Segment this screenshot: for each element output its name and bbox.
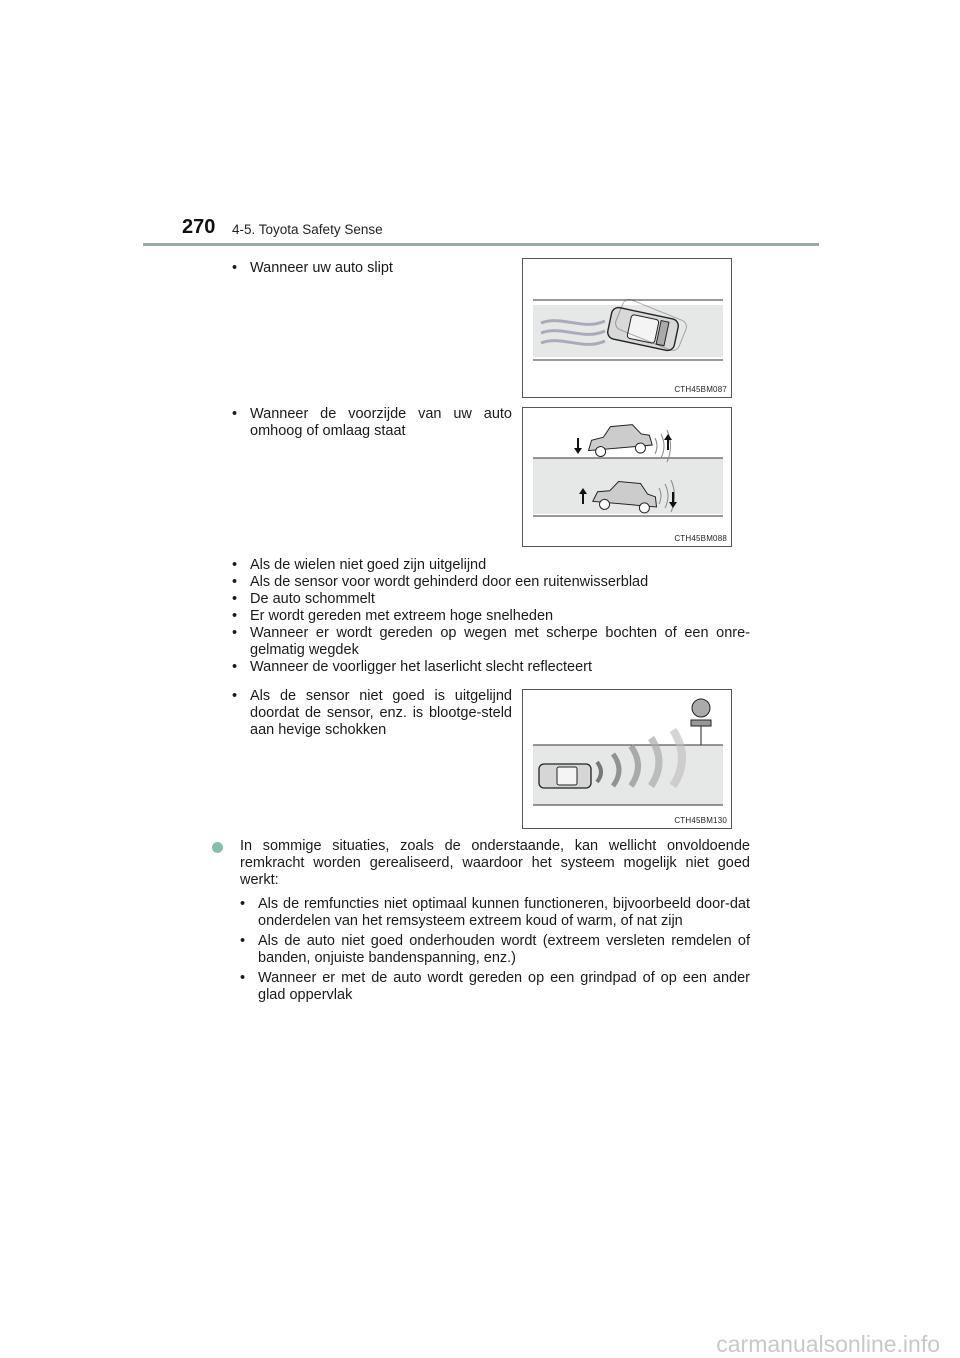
page-number: 270 bbox=[182, 216, 216, 238]
list-item-text: Wanneer de voorligger het laserlicht slecht reflecteert bbox=[250, 659, 592, 675]
list-item bbox=[232, 557, 752, 574]
list-item-text: Als de remfuncties niet optimaal kunnen functioneren, bijvoorbeeld door-dat onderdelen van het remsysteem extreem koud of warm, of nat zijn bbox=[258, 896, 750, 929]
figure-code: CTH45BM088 bbox=[674, 534, 727, 543]
bullet-dot: • bbox=[240, 933, 246, 949]
paragraph-marker bbox=[212, 842, 223, 853]
bullet-dot: • bbox=[232, 406, 238, 422]
bullet-dot: • bbox=[232, 608, 238, 624]
figure-skidding-car bbox=[522, 258, 732, 398]
watermark: carmanualsonline.info bbox=[716, 1331, 940, 1357]
list-item bbox=[232, 608, 752, 625]
figure-code: CTH45BM130 bbox=[674, 816, 727, 825]
list-item bbox=[240, 970, 750, 1004]
car-pitch-illustration bbox=[523, 408, 731, 546]
bullet-dot: • bbox=[232, 557, 238, 573]
list-item-text: Wanneer er wordt gereden op wegen met scherpe bochten of een onre-gelmatig wegdek bbox=[250, 625, 750, 658]
list-item bbox=[232, 574, 752, 591]
bullet-dot: • bbox=[232, 591, 238, 607]
paragraph-text: In sommige situaties, zoals de onderstaande, kan wellicht onvoldoende remkracht worden gerealiseerd, waardoor het systeem mogelijk niet goed werkt: bbox=[240, 838, 750, 888]
bullet-dot: • bbox=[232, 659, 238, 675]
bullet-dot: • bbox=[232, 574, 238, 590]
bullet-dot: • bbox=[232, 260, 238, 276]
list-item-text: Er wordt gereden met extreem hoge snelheden bbox=[250, 608, 554, 624]
list-item-text: Als de wielen niet goed zijn uitgelijnd bbox=[250, 557, 487, 573]
list-item-text: Wanneer de voorzijde van uw auto omhoog of omlaag staat bbox=[250, 406, 512, 439]
list-item bbox=[232, 659, 752, 676]
list-item bbox=[240, 896, 750, 930]
list-item-text: De auto schommelt bbox=[250, 591, 375, 607]
bullet-dot: • bbox=[232, 625, 238, 641]
header-rule bbox=[143, 243, 819, 246]
list-item-text: Als de auto niet goed onderhouden wordt (extreem versleten remdelen of banden, onjuiste bandenspanning, enz.) bbox=[258, 933, 750, 966]
list-item bbox=[232, 625, 752, 659]
list-item-text: Als de sensor voor wordt gehinderd door een ruitenwisserblad bbox=[250, 574, 649, 590]
sensor-misaligned-illustration bbox=[523, 690, 731, 828]
bullet-dot: • bbox=[232, 688, 238, 704]
list-item-text: Als de sensor niet goed is uitgelijnd doordat de sensor, enz. is blootge-steld aan hevige schokken bbox=[250, 688, 512, 738]
bullet-dot: • bbox=[240, 896, 246, 912]
figure-code: CTH45BM087 bbox=[674, 385, 727, 394]
list-item-text: Wanneer er met de auto wordt gereden op een grindpad of op een ander glad oppervlak bbox=[258, 970, 750, 1003]
section-title: 4-5. Toyota Safety Sense bbox=[232, 222, 383, 237]
skidding-car-illustration bbox=[523, 259, 731, 397]
list-item bbox=[240, 933, 750, 967]
list-item-text: Wanneer uw auto slipt bbox=[250, 260, 393, 276]
bullet-dot: • bbox=[240, 970, 246, 986]
figure-sensor-misaligned bbox=[522, 689, 732, 829]
figure-car-pitch bbox=[522, 407, 732, 547]
list-item bbox=[232, 591, 752, 608]
